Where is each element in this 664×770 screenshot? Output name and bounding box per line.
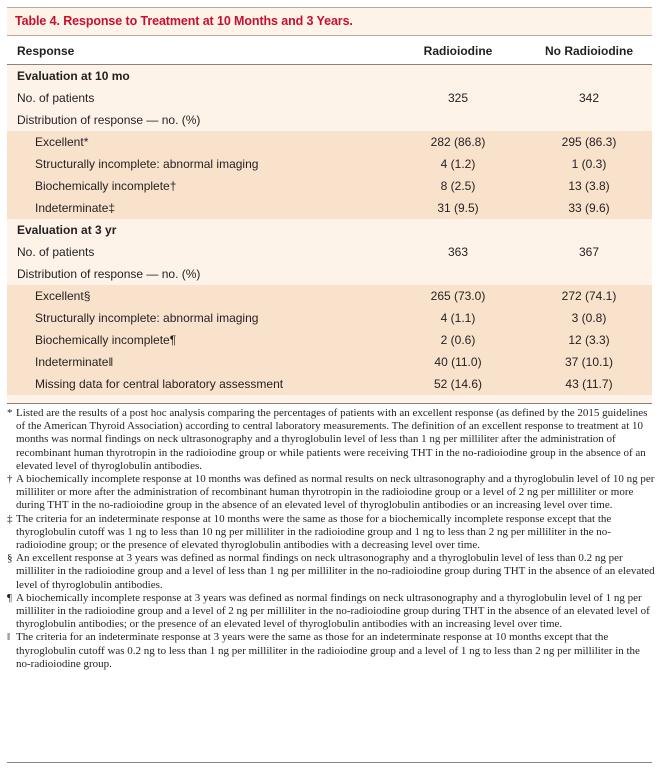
radioiodine-value: 4 (1.1) <box>440 311 476 325</box>
row-label: Biochemically incomplete¶ <box>35 333 177 347</box>
row-label: Missing data for central laboratory assessment <box>35 377 284 391</box>
footnote <box>7 513 655 553</box>
table-panel <box>7 7 652 404</box>
footnote-symbol: § <box>7 552 13 565</box>
table-bottom-divider <box>7 403 652 404</box>
footnote <box>7 473 655 513</box>
no-radioiodine-value: 13 (3.8) <box>568 179 610 193</box>
radioiodine-value: 282 (86.8) <box>430 135 486 149</box>
table-row <box>7 285 652 307</box>
row-label: No. of patients <box>17 245 95 259</box>
footnote-text: A biochemically incomplete response at 3 years was defined as normal findings on neck ultrasonography and a thyroglobulin level of 1 ng per milliliter in the radioiodine group and a level of 2 ng per milliliter in the no-radioiodine group during THT in the absence of an elevated level of thyroglobulin antibodies; or the presence of an elevated level of thyroglobulin antibodies with an increasing level over time. <box>16 591 650 631</box>
footnote-symbol: † <box>7 473 13 486</box>
no-radioiodine-value: 37 (10.1) <box>564 355 614 369</box>
row-label: No. of patients <box>17 91 95 105</box>
table-row <box>7 307 652 329</box>
column-header-no-radioiodine: No Radioiodine <box>545 44 633 58</box>
row-label: Structurally incomplete: abnormal imaging <box>35 157 259 171</box>
footnote-text: An excellent response at 3 years was defined as normal findings on neck ultrasonography and a thyroglobulin level of less than 0.2 ng per milliliter in the radioiodine group and a level of less than 1 ng per milliliter in the no-radioiodine group during THT in the absence of an elevated level of thyroglobulin antibodies. <box>16 552 655 591</box>
row-label: Excellent§ <box>35 289 91 303</box>
table-row <box>7 197 652 219</box>
table-row <box>7 373 652 395</box>
row-label: Excellent* <box>35 135 89 149</box>
radioiodine-value: 363 <box>447 245 469 259</box>
table-row <box>7 263 652 285</box>
footnote <box>7 592 655 632</box>
table-row <box>7 329 652 351</box>
table-row <box>7 175 652 197</box>
row-label: Structurally incomplete: abnormal imaging <box>35 311 259 325</box>
footnote-text: Listed are the results of a post hoc analysis comparing the percentages of patients with an excellent response (as defined by the 2015 guidelines of the American Thyroid Association) according to central laboratory measurements. The definition of an excellent response to treatment at 10 months was normal findings on neck ultrasonography and a thyroglobulin level of less than 1 ng per milliliter after the administration of recombinant human thyrotropin in the radioiodine group or while patients were receiving THT in the no-radioiodine group in the absence of an elevated level of thyroglobulin antibodies. <box>16 407 648 472</box>
radioiodine-value: 4 (1.2) <box>440 157 476 171</box>
row-label: Distribution of response — no. (%) <box>17 113 201 127</box>
footnote-symbol: * <box>7 407 13 419</box>
table-title: Table 4. Response to Treatment at 10 Months and 3 Years. <box>15 14 353 28</box>
row-label: Biochemically incomplete† <box>35 179 177 193</box>
column-header-response: Response <box>17 44 75 58</box>
no-radioiodine-value: 33 (9.6) <box>568 201 610 215</box>
table-row <box>7 153 652 175</box>
radioiodine-value: 2 (0.6) <box>440 333 476 347</box>
radioiodine-value: 265 (73.0) <box>430 289 486 303</box>
row-label: Evaluation at 10 mo <box>17 69 130 83</box>
radioiodine-value: 52 (14.6) <box>433 377 483 391</box>
footnote <box>7 552 655 592</box>
footnote-symbol: ‖ <box>7 631 11 644</box>
no-radioiodine-value: 43 (11.7) <box>565 377 613 391</box>
footnote-symbol: ¶ <box>7 591 12 604</box>
footnote-text: A biochemically incomplete response at 10 months was defined as normal results on neck ultrasonography and a thyroglobulin level of 10 ng per milliliter or more after the administration of recombinant human thyrotropin in the radioiodine group or a level of 2 ng per milliliter or more during THT in the no-radioiodine group in the absence of an elevated level of thyroglobulin antibodies or an increasing level over time. <box>16 473 655 512</box>
row-label: Indeterminate‡ <box>35 201 116 215</box>
table-row <box>7 351 652 373</box>
row-label: Distribution of response — no. (%) <box>17 267 201 281</box>
table-row <box>7 241 652 263</box>
table-row <box>7 109 652 131</box>
footnotes-bottom-divider <box>7 762 652 763</box>
table-row <box>7 65 652 87</box>
no-radioiodine-value: 3 (0.8) <box>571 311 607 325</box>
footnote <box>7 407 655 473</box>
no-radioiodine-value: 272 (74.1) <box>561 289 617 303</box>
no-radioiodine-value: 295 (86.3) <box>561 135 617 149</box>
column-header-radioiodine: Radioiodine <box>423 44 493 58</box>
no-radioiodine-value: 12 (3.3) <box>568 333 610 347</box>
table-row <box>7 87 652 109</box>
footnote <box>7 631 655 671</box>
no-radioiodine-value: 1 (0.3) <box>571 157 607 171</box>
radioiodine-value: 31 (9.5) <box>437 201 479 215</box>
footnote-text: The criteria for an indeterminate response at 3 years were the same as those for an indeterminate response at 10 months except that the thyroglobulin cutoff was 0.2 ng to less than 1 ng per milliliter in the radioiodine group and a level of 1 ng to less than 2 ng per milliliter in the no-radioiodine group. <box>16 631 640 670</box>
radioiodine-value: 325 <box>447 91 469 105</box>
radioiodine-value: 8 (2.5) <box>440 179 476 193</box>
table-row <box>7 131 652 153</box>
no-radioiodine-value: 367 <box>578 245 600 259</box>
footnote-symbol: ‡ <box>7 512 13 525</box>
footnotes <box>7 407 655 671</box>
no-radioiodine-value: 342 <box>578 91 600 105</box>
column-header-row <box>7 36 652 64</box>
row-label: Evaluation at 3 yr <box>17 223 117 237</box>
footnote-text: The criteria for an indeterminate response at 10 months were the same as those for a biochemically incomplete response except that the thyroglobulin cutoff was 1 ng to less than 10 ng per milliliter in the radioiodine group and 1 ng to less than 2 ng per milliliter in the no-radioiodine group; or the presence of elevated thyroglobulin antibodies with a decreasing level over time. <box>16 512 612 552</box>
table-row <box>7 219 652 241</box>
radioiodine-value: 40 (11.0) <box>434 355 482 369</box>
row-label: Indeterminate‖ <box>35 355 114 369</box>
